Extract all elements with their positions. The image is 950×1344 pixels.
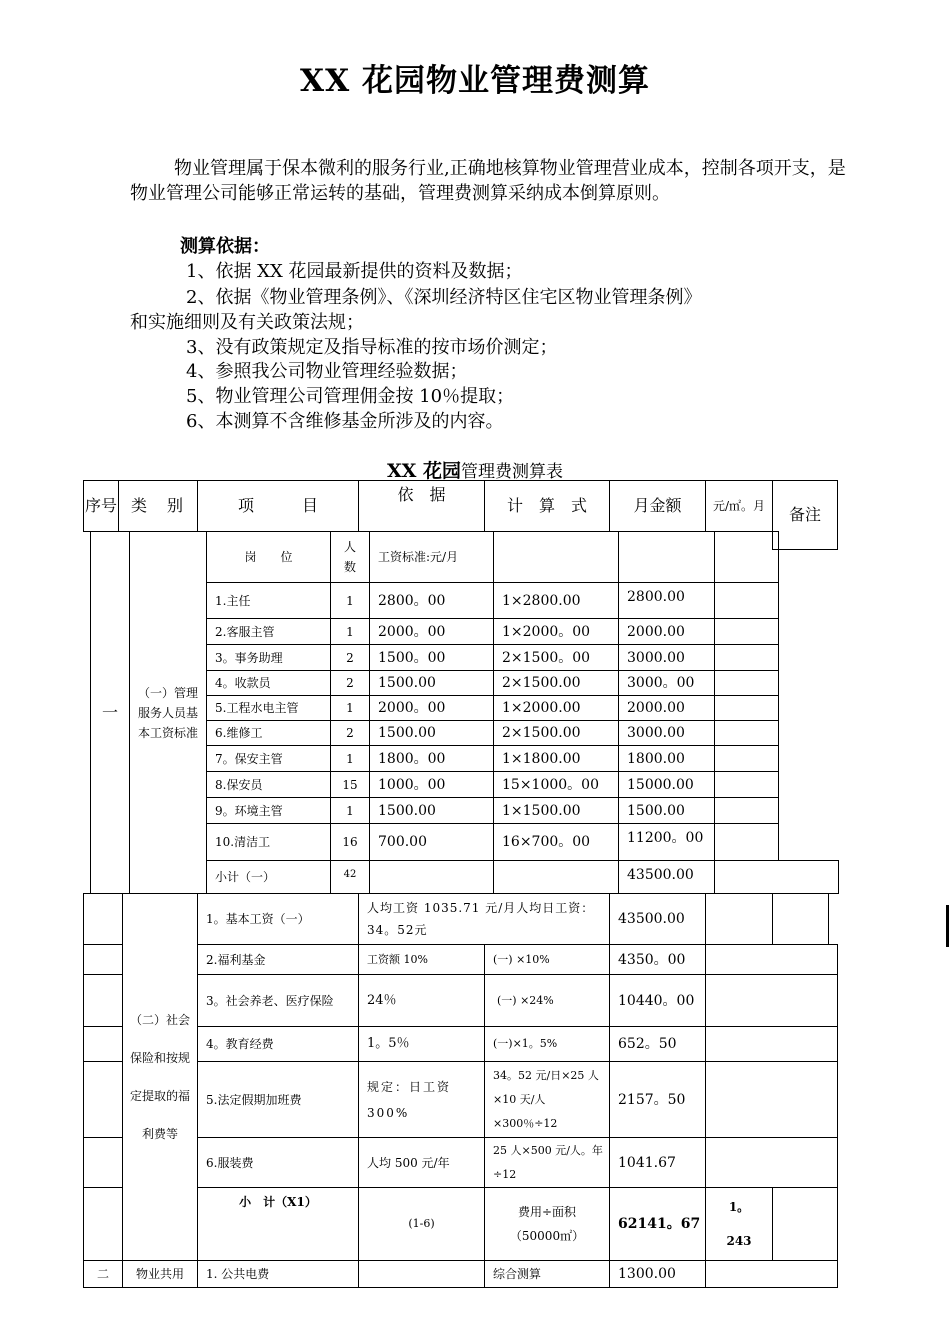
table-row-post: 6.维修工 xyxy=(206,720,331,746)
subtotal-1-count: 42 xyxy=(330,860,370,894)
table-row-unit xyxy=(714,670,779,696)
table-row-standard: 700.00 xyxy=(369,823,494,861)
s2-row-basis: 人均 500 元/年 xyxy=(358,1137,485,1188)
table-row-count: 1 xyxy=(330,797,370,824)
table-row-standard: 1800。00 xyxy=(369,745,494,772)
table-row-count: 1 xyxy=(330,695,370,721)
s2-row-amount: 10440。00 xyxy=(609,974,706,1027)
subtotal-x1-unit: 1。243 xyxy=(705,1187,773,1261)
s2-row-basis: 工资额 10% xyxy=(358,944,485,975)
table-row-formula: 16×700。00 xyxy=(493,823,619,861)
table-row-count: 2 xyxy=(330,644,370,671)
table-row-count: 2 xyxy=(330,670,370,696)
table-row-unit xyxy=(714,720,779,746)
table-row-standard: 2000。00 xyxy=(369,618,494,645)
table-row-post: 9。环境主管 xyxy=(206,797,331,824)
table-row-formula: 2×1500。00 xyxy=(493,644,619,671)
table-row-standard: 2000。00 xyxy=(369,695,494,721)
basis-item-4: 4、参照我公司物业管理经验数据； xyxy=(186,361,468,382)
table-row-formula: 1×1500.00 xyxy=(493,797,619,824)
header-basis: 依 据 xyxy=(358,480,485,532)
section3-amount: 1300.00 xyxy=(609,1260,706,1288)
table-row-unit xyxy=(714,797,779,824)
table-row-formula: 1×1800.00 xyxy=(493,745,619,772)
subtotal-x1-label: 小 计（X1） xyxy=(197,1187,359,1261)
s2-row-basis: 规定：日工资 300% xyxy=(358,1061,485,1138)
table-row-formula: 1×2000。00 xyxy=(493,618,619,645)
section2-seq-blank xyxy=(83,1187,123,1261)
header-item: 项 目 xyxy=(197,480,359,532)
table-row-post: 1.主任 xyxy=(206,582,331,619)
table-row-count: 1 xyxy=(330,745,370,772)
section1-category: （一）管理服务人员基本工资标准 xyxy=(129,531,207,894)
section2-seq-blank xyxy=(83,893,123,945)
basis-item-1: 1、依据 XX 花园最新提供的资料及数据； xyxy=(186,261,523,282)
s2-row-unit xyxy=(705,944,838,975)
table-row-amount: 1800.00 xyxy=(618,745,715,772)
document-title: XX 花园物业管理费测算 xyxy=(300,63,650,99)
s2-row-item: 4。教育经费 xyxy=(197,1026,359,1062)
sub-header-formula-blank xyxy=(493,531,619,583)
table-row-standard: 2800。00 xyxy=(369,582,494,619)
table-row-unit xyxy=(714,745,779,772)
header-category: 类 别 xyxy=(118,480,198,532)
table-row-formula: 1×2800.00 xyxy=(493,582,619,619)
table-row-post: 10.清洁工 xyxy=(206,823,331,861)
table-row-standard: 1500.00 xyxy=(369,720,494,746)
section2-seq-blank xyxy=(83,1137,123,1188)
s2-row-formula: (一) ×24% xyxy=(484,974,610,1027)
table-row-count: 2 xyxy=(330,720,370,746)
table-row-post: 3。事务助理 xyxy=(206,644,331,671)
s2-row-formula: (一)×1。5% xyxy=(484,1026,610,1062)
table-row-standard: 1500.00 xyxy=(369,670,494,696)
table-row-post: 2.客服主管 xyxy=(206,618,331,645)
table-row-unit xyxy=(714,695,779,721)
s2-row-item: 3。社会养老、医疗保险 xyxy=(197,974,359,1027)
s2-row-unit xyxy=(705,974,838,1027)
s2-row-item: 5.法定假期加班费 xyxy=(197,1061,359,1138)
subtotal-1-label: 小计（一） xyxy=(206,860,331,894)
subtotal-x1-formula: 费用÷面积（50000㎡） xyxy=(484,1187,610,1261)
subtotal-1-amount: 43500.00 xyxy=(618,860,715,894)
basis-item-3: 3、没有政策规定及指导标准的按市场价测定； xyxy=(186,337,558,358)
table-row-count: 15 xyxy=(330,771,370,798)
subtotal-1-formula-blank xyxy=(493,860,619,894)
s2-row-formula: (一) ×10% xyxy=(484,944,610,975)
basis-item-2: 2、依据《物业管理条例》、《深圳经济特区住宅区物业管理条例》 xyxy=(186,287,702,308)
s2-row-remark xyxy=(772,893,829,945)
subtotal-x1-basis: (1-6) xyxy=(358,1187,485,1261)
table-row-unit xyxy=(714,644,779,671)
s2-row-formula: 34。52 元/日×25 人×10 天/人×300％÷12 xyxy=(484,1061,610,1138)
section3-basis-blank xyxy=(358,1260,485,1288)
s2-row-amount: 1041.67 xyxy=(609,1137,706,1188)
table-row-formula: 15×1000。00 xyxy=(493,771,619,798)
s2-row-item: 6.服装费 xyxy=(197,1137,359,1188)
sub-header-standard: 工资标准:元/月 xyxy=(369,531,494,583)
s2-row-basis: 人均工资 1035.71 元/月人均日工资：34。52元 xyxy=(358,893,610,945)
sub-header-post: 岗 位 xyxy=(206,531,331,583)
table-row-formula: 2×1500.00 xyxy=(493,670,619,696)
s2-row-unit xyxy=(705,1137,838,1188)
table-row-amount: 3000.00 xyxy=(618,644,715,671)
basis-heading: 测算依据： xyxy=(180,236,270,257)
basis-item-5: 5、物业管理公司管理佣金按 10％提取； xyxy=(186,386,515,407)
s2-row-amount: 2157。50 xyxy=(609,1061,706,1138)
basis-item-6: 6、本测算不含维修基金所涉及的内容。 xyxy=(186,411,504,432)
s2-row-basis: 1。5％ xyxy=(358,1026,485,1062)
table-row-standard: 1500.00 xyxy=(369,797,494,824)
sub-header-count: 人数 xyxy=(330,531,370,583)
table-row-count: 1 xyxy=(330,618,370,645)
table-row-post: 4。收款员 xyxy=(206,670,331,696)
section3-category: 物业共用 xyxy=(122,1260,198,1288)
subtotal-1-basis-blank xyxy=(369,860,494,894)
table-row-amount: 1500.00 xyxy=(618,797,715,824)
table-row-standard: 1500。00 xyxy=(369,644,494,671)
sub-header-unit-blank xyxy=(714,531,779,583)
section2-seq-blank xyxy=(83,1026,123,1062)
section1-seq: 一 xyxy=(90,531,130,894)
table-row-post: 8.保安员 xyxy=(206,771,331,798)
header-monthly: 月金额 xyxy=(609,480,706,532)
section2-seq-blank xyxy=(83,1061,123,1138)
table-row-amount: 15000.00 xyxy=(618,771,715,798)
basis-item-2-cont: 和实施细则及有关政策法规； xyxy=(130,312,364,333)
s2-row-unit xyxy=(705,1061,838,1138)
section3-formula: 综合测算 xyxy=(484,1260,610,1288)
s2-row-item: 2.福利基金 xyxy=(197,944,359,975)
header-remark: 备注 xyxy=(772,480,838,550)
table-row-formula: 1×2000.00 xyxy=(493,695,619,721)
table-row-unit xyxy=(714,771,779,798)
table-row-amount: 2000.00 xyxy=(618,695,715,721)
table-title xyxy=(0,456,950,483)
s2-row-basis: 24％ xyxy=(358,974,485,1027)
table-row-formula: 2×1500.00 xyxy=(493,720,619,746)
s2-row-amount: 652。50 xyxy=(609,1026,706,1062)
s2-row-unit xyxy=(705,1026,838,1062)
section2-category: （二）社会保险和按规定提取的福利费等 xyxy=(122,893,198,1261)
s2-row-amount: 4350。00 xyxy=(609,944,706,975)
s2-row-amount: 43500.00 xyxy=(609,893,706,945)
table-row-unit xyxy=(714,618,779,645)
table-row-amount: 2000.00 xyxy=(618,618,715,645)
s2-row-unit xyxy=(705,893,773,945)
table-title-bold: XX 花园 xyxy=(386,460,462,482)
table-row-amount: 3000.00 xyxy=(618,720,715,746)
table-title-rest: 管理费测算表 xyxy=(461,462,564,482)
subtotal-x1-remark xyxy=(772,1187,838,1261)
table-row-unit xyxy=(714,823,779,861)
page-edge-mark xyxy=(946,905,949,947)
table-row-amount: 2800.00 xyxy=(618,582,715,619)
section3-unit-blank xyxy=(705,1260,838,1288)
section3-item: 1. 公共电费 xyxy=(197,1260,359,1288)
table-row-amount: 11200。00 xyxy=(618,823,715,861)
s2-row-formula: 25 人×500 元/人。年÷12 xyxy=(484,1137,610,1188)
section3-seq: 二 xyxy=(83,1260,123,1288)
table-row-post: 5.工程水电主管 xyxy=(206,695,331,721)
header-formula: 计 算 式 xyxy=(484,480,610,532)
subtotal-x1-amount: 62141。67 xyxy=(609,1187,706,1261)
section2-seq-blank xyxy=(83,944,123,975)
table-row-unit xyxy=(714,582,779,619)
sub-header-amount-blank xyxy=(618,531,715,583)
table-row-amount: 3000。00 xyxy=(618,670,715,696)
s2-row-item: 1。基本工资（一） xyxy=(197,893,359,945)
header-unit: 元/㎡。月 xyxy=(705,480,773,532)
intro-paragraph: 物业管理属于保本微利的服务行业,正确地核算物业管理营业成本，控制各项开支，是物业管理公司能够正常运转的基础，管理费测算采纳成本倒算原则。 xyxy=(130,158,846,204)
header-seq: 序号 xyxy=(83,480,119,532)
table-row-count: 16 xyxy=(330,823,370,861)
subtotal-1-unit-blank xyxy=(714,860,839,894)
section2-seq-blank xyxy=(83,974,123,1027)
table-row-count: 1 xyxy=(330,582,370,619)
table-row-post: 7。保安主管 xyxy=(206,745,331,772)
table-row-standard: 1000。00 xyxy=(369,771,494,798)
